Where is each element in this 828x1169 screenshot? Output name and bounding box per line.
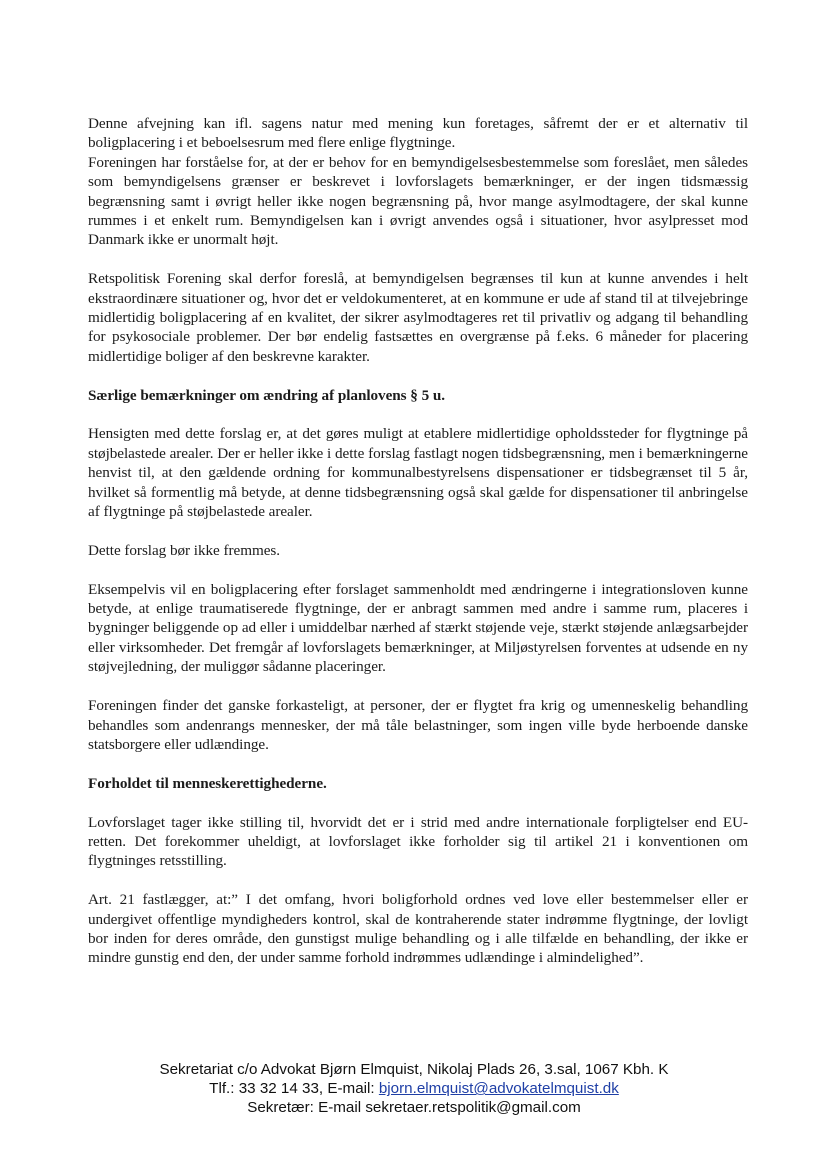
paragraph-7: Foreningen finder det ganske forkasteligt, at personer, der er flygtet fra krig og umenneskelig behandling behandles som andenrangs mennesker, der må tåle belastninger, som ingen ville byde herboende danske statsborgere eller udlændinge. — [88, 697, 748, 753]
paragraph-spacer — [88, 250, 748, 269]
paragraph-8: Lovforslaget tager ikke stilling til, hvorvidt det er i strid med andre internationale forpligtelser end EU-retten. Det forekommer uheldigt, at lovforslaget ikke forholder sig til artikel 21 i konventionen om flygtninges retsstilling. — [88, 813, 748, 870]
paragraph-spacer — [88, 754, 748, 773]
paragraph-spacer — [88, 366, 748, 385]
footer-phone-label: Tlf.: 33 32 14 33, E-mail: — [209, 1080, 379, 1098]
letterhead-footer — [0, 1060, 828, 1118]
footer-address: Sekretariat c/o Advokat Bjørn Elmquist, Nikolaj Plads 26, 3.sal, 1067 Kbh. K — [159, 1061, 669, 1078]
section-heading-human-rights: Forholdet til menneskerettighederne. — [88, 774, 327, 792]
paragraph-spacer — [88, 677, 748, 696]
paragraph-3: Retspolitisk Forening skal derfor foreslå, at bemyndigelsen begrænses til kun at kunne anvendes i helt ekstraordinære situationer og, hvor det er veldokumenteret, at en kommune er ude af stand til at tilvejebringe midlertidig boligplacering af en kvalitet, der sikrer asylmodtageres ret til privatliv og adgang til behandling for psykosociale problemer. Der bør endelig fastsættes en overgrænse på f.eks. 6 måneder for placering midlertidige boliger af den beskrevne karakter. — [88, 270, 748, 365]
paragraph-2: Foreningen har forståelse for, at der er behov for en bemyndigelsesbestemmelse som foreslået, men således som bemyndigelsens grænser er beskrevet i lovforslagets bemærkninger, er der ingen tidsmæssig begrænsning samt i øvrigt heller ikke nogen begrænsning på, hvor mange asylmodtagere, der skal kunne rummes i et enkelt rum. Bemyndigelsen kan i øvrigt anvendes også i situationer, hvor asylpresset mod Danmark ikke er unormalt højt. — [88, 153, 748, 249]
footer-secretary: Sekretær: E-mail sekretaer.retspolitik@gmail.com — [247, 1099, 581, 1117]
paragraph-spacer — [88, 405, 748, 424]
paragraph-5: Dette forslag bør ikke fremmes. — [88, 541, 281, 559]
paragraph-6: Eksempelvis vil en boligplacering efter forslaget sammenholdt med ændringerne i integrationsloven kunne betyde, at enlige traumatiserede flygtninge, der er anbragt sammen med andre i samme rum, placeres i bygninger beliggende op ad eller i umiddelbar nærhed af stærkt støjende veje, stærkt støjende anlægsarbejder eller virksomheder. Det fremgår af lovforslagets bemærkninger, at Miljøstyrelsen forventes at udsende en ny støjvejledning, der muliggør sådanne placeringer. — [88, 580, 748, 676]
paragraph-4: Hensigten med dette forslag er, at det gøres muligt at etablere midlertidige opholdssteder for flygtninge på støjbelastede arealer. Der er heller ikke i dette forslag fastlagt nogen tidsbegrænsning, men i bemærkningerne henvist til, at den gældende ordning for kommunalbestyrelsens dispensationer er tidsbegrænset til 5 år, hvilket så formentlig må betyde, at denne tidsbegrænsning også skal gælde for dispensationer til anbringelse af flygtninge på støjbelastede arealer. — [88, 425, 748, 521]
paragraph-9: Art. 21 fastlægger, at:” I det omfang, hvori boligforhold ordnes ved love eller bestemmelser eller er undergivet offentlige myndigheders kontrol, skal de kontraherende stater indrømme flygtninge, der lovligt bor inden for deres område, den gunstigst mulige behandling og i alle tilfælde en behandling, der ikke er mindre gunstig end den, der under samme forhold indrømmes udlændinge i almindelighed”. — [88, 891, 748, 967]
document-body — [88, 114, 748, 968]
footer-contact-line — [0, 1079, 828, 1098]
paragraph-1: Denne afvejning kan ifl. sagens natur med mening kun foretages, såfremt der er et alternativ til boligplacering i et beboelsesrum med flere enlige flygtninge. — [88, 115, 748, 152]
section-heading-planloven: Særlige bemærkninger om ændring af planlovens § 5 u. — [88, 386, 446, 404]
paragraph-spacer — [88, 793, 748, 812]
paragraph-spacer — [88, 871, 748, 890]
paragraph-spacer — [88, 560, 748, 579]
paragraph-spacer — [88, 521, 748, 540]
email-link[interactable]: bjorn.elmquist@advokatelmquist.dk — [378, 1080, 619, 1098]
